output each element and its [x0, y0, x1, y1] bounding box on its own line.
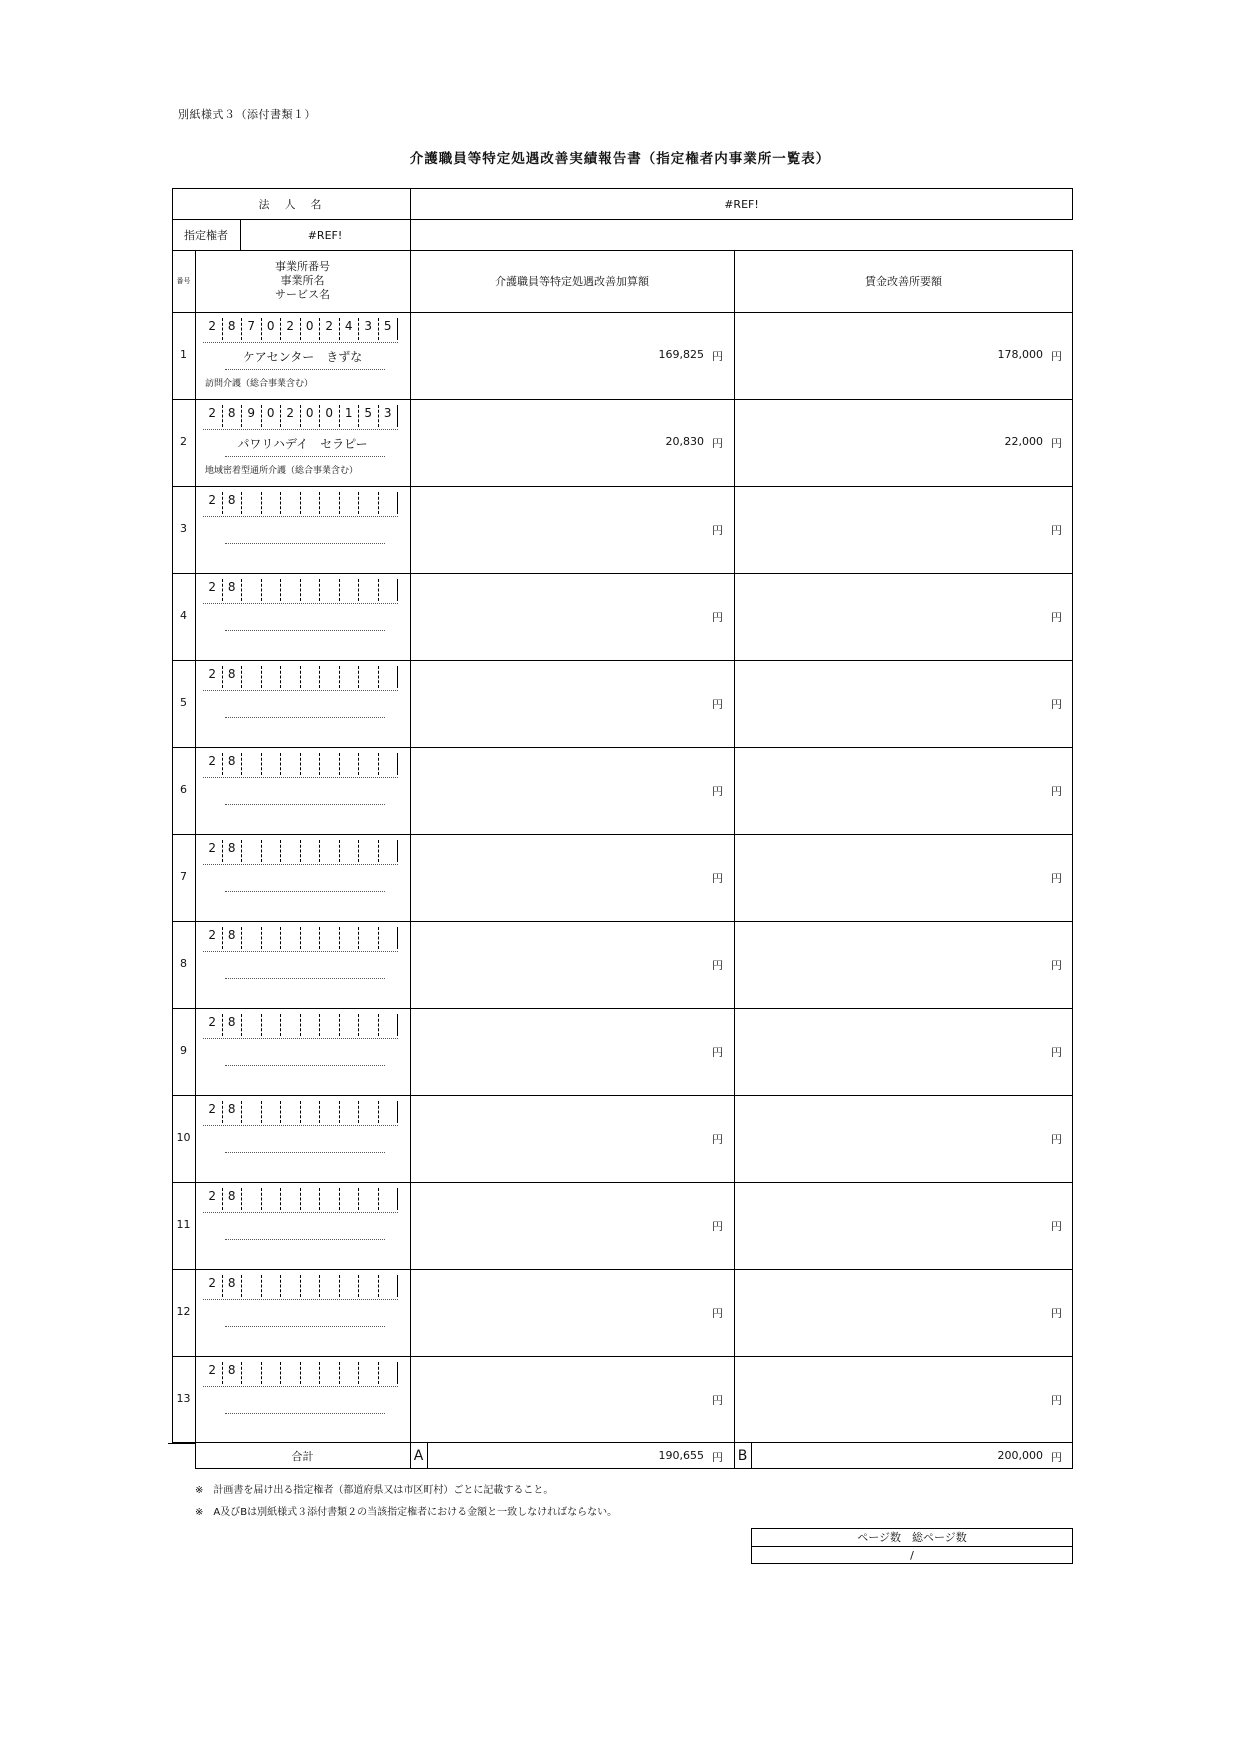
corp-name-value: #REF!	[724, 197, 759, 211]
office-number-digit[interactable]	[340, 927, 360, 949]
row-divider	[172, 660, 1073, 661]
office-number-digit[interactable]: 2	[203, 666, 223, 688]
office-number-digit[interactable]	[359, 1101, 379, 1123]
total-b-amount: 200,000	[997, 1449, 1043, 1462]
office-number-digit[interactable]: 0	[301, 405, 321, 427]
office-number-digit[interactable]	[379, 1362, 399, 1384]
office-number-digit[interactable]: 8	[223, 579, 243, 601]
office-number-digit[interactable]	[242, 753, 262, 775]
addition-yen: 円	[712, 784, 723, 798]
digit-underline	[203, 516, 398, 517]
office-name-underline	[225, 978, 385, 979]
office-number-digit[interactable]	[301, 666, 321, 688]
office-number-digit[interactable]	[242, 579, 262, 601]
digit-underline	[203, 1038, 398, 1039]
wage-yen: 円	[1051, 1393, 1062, 1407]
row-number: 4	[180, 608, 187, 622]
digit-underline	[203, 777, 398, 778]
office-number-digit[interactable]	[262, 753, 282, 775]
addition-yen: 円	[712, 1045, 723, 1059]
office-number-digit[interactable]	[242, 492, 262, 514]
office-number-digit[interactable]	[281, 1275, 301, 1297]
office-number-digit[interactable]	[340, 1275, 360, 1297]
row-divider	[172, 1356, 1073, 1357]
note-1: ※ 計画書を届け出る指定権者（都道府県又は市区町村）ごとに記載すること。	[195, 1485, 554, 1496]
office-number-digit[interactable]	[340, 840, 360, 862]
digit-underline	[203, 1386, 398, 1387]
service-name[interactable]	[205, 1420, 405, 1434]
office-number-digit[interactable]: 2	[203, 840, 223, 862]
office-number-digit[interactable]	[320, 753, 340, 775]
office-number-digit[interactable]	[320, 1188, 340, 1210]
office-number-digit[interactable]	[359, 492, 379, 514]
digit-underline	[203, 342, 398, 343]
digit-underline	[203, 951, 398, 952]
office-number-digit[interactable]	[301, 1362, 321, 1384]
office-number-digit[interactable]: 2	[203, 405, 223, 427]
office-number-digit[interactable]	[301, 927, 321, 949]
office-number-digit[interactable]	[301, 579, 321, 601]
office-number-digit[interactable]	[301, 1014, 321, 1036]
office-name[interactable]	[195, 1131, 410, 1147]
office-number-digit[interactable]	[262, 1362, 282, 1384]
header-bottom-line	[172, 312, 1073, 313]
office-number-digit[interactable]	[242, 1362, 262, 1384]
office-number-digit[interactable]: 8	[223, 405, 243, 427]
office-number-digit[interactable]	[359, 753, 379, 775]
addition-yen: 円	[712, 523, 723, 537]
office-number-digit[interactable]	[320, 579, 340, 601]
office-number-digit[interactable]	[340, 579, 360, 601]
office-number-digit[interactable]	[340, 492, 360, 514]
office-name-underline	[225, 717, 385, 718]
row-divider	[172, 1182, 1073, 1183]
office-name[interactable]	[195, 1305, 410, 1321]
office-number-digit[interactable]	[301, 1275, 321, 1297]
office-number-digit[interactable]	[262, 492, 282, 514]
wage-yen: 円	[1051, 1045, 1062, 1059]
office-number-digit[interactable]	[301, 840, 321, 862]
digit-underline	[203, 429, 398, 430]
office-number-boxes[interactable]	[203, 666, 398, 688]
office-number-digit[interactable]	[281, 666, 301, 688]
total-b-yen: 円	[1051, 1451, 1062, 1464]
total-a-amount: 190,655	[658, 1449, 704, 1462]
page-count-value[interactable]: /	[910, 1548, 914, 1562]
office-number-digit[interactable]: 9	[242, 405, 262, 427]
office-number-digit[interactable]	[320, 1275, 340, 1297]
office-name[interactable]: ケアセンター きずな	[242, 349, 363, 364]
col-line-1	[195, 250, 196, 1443]
wage-yen: 円	[1051, 1132, 1062, 1146]
office-number-digit[interactable]: 3	[379, 405, 399, 427]
col-header-addition: 介護職員等特定処遇改善加算額	[495, 275, 649, 288]
service-name[interactable]	[205, 1333, 405, 1347]
col-header-wage: 賃金改善所要額	[865, 275, 942, 288]
office-name[interactable]	[195, 957, 410, 973]
office-number-digit[interactable]	[320, 492, 340, 514]
office-number-digit[interactable]	[262, 927, 282, 949]
digit-underline	[203, 1125, 398, 1126]
office-name-underline	[225, 543, 385, 544]
col-header-office-line: 事業所名	[280, 274, 325, 287]
service-name[interactable]: 地域密着型通所介護（総合事業含む）	[205, 466, 359, 476]
mark-a: A	[410, 1443, 428, 1469]
totals-label: 合計	[291, 1450, 314, 1463]
office-number-digit[interactable]: 0	[320, 405, 340, 427]
office-number-digit[interactable]	[262, 1014, 282, 1036]
office-number-digit[interactable]	[379, 927, 399, 949]
note-2: ※ A及びBは別紙様式３添付書類２の当該指定権者における金額と一致しなければならない。	[195, 1507, 618, 1518]
office-number-digit[interactable]	[320, 1014, 340, 1036]
addition-yen: 円	[712, 1306, 723, 1320]
addition-yen: 円	[712, 436, 723, 450]
office-name[interactable]: パワリハデイ セラピー	[237, 436, 368, 451]
office-number-digit[interactable]	[301, 1188, 321, 1210]
office-number-digit[interactable]	[320, 1362, 340, 1384]
row-divider	[172, 486, 1073, 487]
office-number-digit[interactable]: 8	[223, 492, 243, 514]
office-number-digit[interactable]: 8	[223, 753, 243, 775]
addition-yen: 円	[712, 697, 723, 711]
office-name[interactable]	[195, 696, 410, 712]
row-number: 1	[180, 347, 187, 361]
authority-divider-2	[410, 220, 411, 250]
office-number-digit[interactable]: 2	[203, 579, 223, 601]
office-number-digit[interactable]: 8	[223, 1188, 243, 1210]
row-divider	[172, 747, 1073, 748]
col-header-office-line: サービス名	[275, 288, 330, 301]
addition-yen: 円	[712, 1132, 723, 1146]
office-name-underline	[225, 630, 385, 631]
service-name[interactable]: 訪問介護（総合事業含む）	[205, 379, 314, 389]
office-number-digit[interactable]	[340, 1188, 360, 1210]
office-number-digit[interactable]	[359, 579, 379, 601]
wage-yen: 円	[1051, 610, 1062, 624]
office-number-digit[interactable]	[359, 1188, 379, 1210]
office-number-boxes[interactable]	[203, 1275, 398, 1297]
office-number-digit[interactable]: 4	[340, 318, 360, 340]
office-name-underline	[225, 1239, 385, 1240]
office-name-underline	[225, 891, 385, 892]
row-divider	[172, 1095, 1073, 1096]
office-number-digit[interactable]	[379, 492, 399, 514]
row-number: 5	[180, 695, 187, 709]
addition-yen: 円	[712, 871, 723, 885]
office-number-digit[interactable]: 8	[223, 1275, 243, 1297]
office-number-digit[interactable]	[379, 1188, 399, 1210]
office-number-digit[interactable]	[359, 1014, 379, 1036]
office-number-boxes[interactable]	[203, 1188, 398, 1210]
office-number-boxes[interactable]	[203, 1362, 398, 1384]
service-name[interactable]	[205, 1159, 405, 1173]
office-name[interactable]	[195, 1392, 410, 1408]
row-number: 2	[180, 434, 187, 448]
office-number-digit[interactable]: 5	[359, 405, 379, 427]
office-number-digit[interactable]	[242, 1101, 262, 1123]
wage-yen: 円	[1051, 871, 1062, 885]
office-number-digit[interactable]	[262, 666, 282, 688]
office-number-digit[interactable]	[320, 666, 340, 688]
office-number-boxes[interactable]	[203, 1101, 398, 1123]
office-number-digit[interactable]	[262, 840, 282, 862]
office-number-digit[interactable]	[340, 1101, 360, 1123]
row-number: 12	[176, 1304, 191, 1318]
office-number-boxes[interactable]	[203, 405, 398, 427]
service-name[interactable]	[205, 724, 405, 738]
office-name-underline	[225, 369, 385, 370]
office-number-digit[interactable]	[301, 492, 321, 514]
office-number-digit[interactable]	[359, 1362, 379, 1384]
wage-yen: 円	[1051, 436, 1062, 450]
office-number-digit[interactable]: 7	[242, 318, 262, 340]
office-number-digit[interactable]	[281, 1188, 301, 1210]
office-number-digit[interactable]	[262, 1275, 282, 1297]
row-divider	[172, 834, 1073, 835]
row-number: 6	[180, 782, 187, 796]
office-number-digit[interactable]	[281, 1101, 301, 1123]
office-number-digit[interactable]: 2	[203, 318, 223, 340]
row-number: 11	[176, 1217, 191, 1231]
office-number-digit[interactable]: 2	[203, 1014, 223, 1036]
office-name[interactable]	[195, 1218, 410, 1234]
office-number-digit[interactable]	[340, 666, 360, 688]
wage-yen: 円	[1051, 1219, 1062, 1233]
wage-yen: 円	[1051, 349, 1062, 363]
office-name-underline	[225, 1413, 385, 1414]
service-name[interactable]	[205, 1246, 405, 1260]
row-divider	[172, 1269, 1073, 1270]
addition-yen: 円	[712, 1393, 723, 1407]
addition-yen: 円	[712, 1219, 723, 1233]
office-number-digit[interactable]	[340, 1362, 360, 1384]
office-number-digit[interactable]	[379, 840, 399, 862]
office-number-digit[interactable]	[281, 1014, 301, 1036]
office-number-digit[interactable]: 2	[203, 927, 223, 949]
corp-name-label: 法 人 名	[258, 198, 324, 211]
page-count-label: ページ数 総ページ数	[857, 1531, 967, 1544]
office-number-digit[interactable]	[262, 579, 282, 601]
office-number-digit[interactable]	[359, 666, 379, 688]
office-number-digit[interactable]: 2	[320, 318, 340, 340]
office-number-digit[interactable]: 0	[262, 405, 282, 427]
office-number-digit[interactable]	[281, 927, 301, 949]
row-number: 7	[180, 869, 187, 883]
service-name[interactable]	[205, 898, 405, 912]
total-a-yen: 円	[712, 1451, 723, 1464]
office-number-digit[interactable]	[379, 753, 399, 775]
office-number-digit[interactable]: 8	[223, 666, 243, 688]
office-number-digit[interactable]: 2	[203, 753, 223, 775]
office-number-digit[interactable]: 8	[223, 318, 243, 340]
office-number-digit[interactable]: 8	[223, 1362, 243, 1384]
office-number-digit[interactable]: 2	[281, 318, 301, 340]
office-number-digit[interactable]: 2	[203, 1188, 223, 1210]
office-number-digit[interactable]	[242, 840, 262, 862]
row-number: 9	[180, 1043, 187, 1057]
office-number-digit[interactable]	[379, 579, 399, 601]
office-number-digit[interactable]	[242, 666, 262, 688]
row-number: 8	[180, 956, 187, 970]
office-number-boxes[interactable]	[203, 492, 398, 514]
office-number-digit[interactable]	[301, 1101, 321, 1123]
office-number-digit[interactable]	[281, 492, 301, 514]
authority-value: #REF!	[307, 228, 343, 242]
row-number: 13	[176, 1391, 191, 1405]
office-number-digit[interactable]	[301, 753, 321, 775]
addition-amount[interactable]: 20,830	[665, 434, 704, 448]
office-number-digit[interactable]: 0	[262, 318, 282, 340]
wage-amount[interactable]: 22,000	[1004, 434, 1043, 448]
office-number-digit[interactable]	[281, 579, 301, 601]
office-number-digit[interactable]	[242, 1014, 262, 1036]
row-divider	[172, 921, 1073, 922]
digit-underline	[203, 1212, 398, 1213]
addition-amount[interactable]: 169,825	[658, 347, 704, 361]
office-number-digit[interactable]	[359, 927, 379, 949]
office-name[interactable]	[195, 870, 410, 886]
digit-underline	[203, 603, 398, 604]
office-number-digit[interactable]	[379, 1101, 399, 1123]
office-name[interactable]	[195, 1044, 410, 1060]
office-number-digit[interactable]	[359, 840, 379, 862]
office-name-underline	[225, 1152, 385, 1153]
service-name[interactable]	[205, 811, 405, 825]
office-number-digit[interactable]: 8	[223, 927, 243, 949]
office-number-digit[interactable]: 3	[359, 318, 379, 340]
office-number-digit[interactable]: 8	[223, 1014, 243, 1036]
office-number-digit[interactable]: 5	[379, 318, 399, 340]
office-number-boxes[interactable]	[203, 318, 398, 340]
office-number-digit[interactable]	[379, 1275, 399, 1297]
form-label: 別紙様式３（添付書類１）	[178, 108, 316, 121]
office-name-underline	[225, 1326, 385, 1327]
office-number-digit[interactable]: 2	[203, 1275, 223, 1297]
office-number-digit[interactable]	[281, 753, 301, 775]
office-number-digit[interactable]: 1	[340, 405, 360, 427]
office-name[interactable]	[195, 783, 410, 799]
service-name[interactable]	[205, 1072, 405, 1086]
office-number-digit[interactable]	[281, 840, 301, 862]
row-divider	[172, 1008, 1073, 1009]
row-number: 3	[180, 521, 187, 535]
office-number-boxes[interactable]	[203, 1014, 398, 1036]
office-number-digit[interactable]	[340, 753, 360, 775]
office-number-digit[interactable]	[320, 840, 340, 862]
col-line-3	[734, 250, 735, 1443]
digit-underline	[203, 690, 398, 691]
office-number-boxes[interactable]	[203, 579, 398, 601]
office-number-digit[interactable]: 2	[203, 1101, 223, 1123]
office-number-digit[interactable]: 2	[203, 492, 223, 514]
office-name[interactable]	[195, 609, 410, 625]
document-title: 介護職員等特定処遇改善実績報告書（指定権者内事業所一覧表）	[409, 151, 831, 167]
office-number-boxes[interactable]	[203, 927, 398, 949]
service-name[interactable]	[205, 637, 405, 651]
office-number-digit[interactable]	[262, 1101, 282, 1123]
office-number-boxes[interactable]	[203, 753, 398, 775]
office-name[interactable]	[195, 522, 410, 538]
office-name-underline	[225, 804, 385, 805]
office-number-digit[interactable]	[320, 927, 340, 949]
service-name[interactable]	[205, 985, 405, 999]
office-number-digit[interactable]	[340, 1014, 360, 1036]
office-name-underline	[225, 1065, 385, 1066]
office-number-digit[interactable]: 0	[301, 318, 321, 340]
office-number-digit[interactable]: 8	[223, 840, 243, 862]
office-number-digit[interactable]	[379, 666, 399, 688]
authority-label: 指定権者	[184, 229, 228, 242]
mark-b: B	[734, 1443, 752, 1469]
office-number-digit[interactable]	[281, 1362, 301, 1384]
office-number-boxes[interactable]	[203, 840, 398, 862]
office-number-digit[interactable]	[242, 1188, 262, 1210]
digit-underline	[203, 864, 398, 865]
wage-amount[interactable]: 178,000	[997, 347, 1043, 361]
office-number-digit[interactable]: 2	[281, 405, 301, 427]
office-number-digit[interactable]	[262, 1188, 282, 1210]
addition-yen: 円	[712, 349, 723, 363]
wage-yen: 円	[1051, 523, 1062, 537]
col-header-number: 番号	[176, 277, 191, 285]
addition-yen: 円	[712, 958, 723, 972]
office-number-digit[interactable]: 2	[203, 1362, 223, 1384]
office-number-digit[interactable]	[379, 1014, 399, 1036]
row-divider	[172, 399, 1073, 400]
office-number-digit[interactable]	[359, 1275, 379, 1297]
row-number: 10	[176, 1130, 191, 1144]
office-number-digit[interactable]	[242, 927, 262, 949]
office-name-underline	[225, 456, 385, 457]
service-name[interactable]	[205, 550, 405, 564]
col-header-office-line: 事業所番号	[275, 260, 330, 273]
office-number-digit[interactable]: 8	[223, 1101, 243, 1123]
wage-yen: 円	[1051, 697, 1062, 711]
addition-yen: 円	[712, 610, 723, 624]
office-number-digit[interactable]	[320, 1101, 340, 1123]
digit-underline	[203, 1299, 398, 1300]
row-divider	[172, 573, 1073, 574]
office-number-digit[interactable]	[242, 1275, 262, 1297]
col-line-2	[410, 250, 411, 1443]
wage-yen: 円	[1051, 784, 1062, 798]
totals-top-left	[168, 1443, 195, 1444]
col-header-office	[195, 250, 410, 312]
wage-yen: 円	[1051, 958, 1062, 972]
wage-yen: 円	[1051, 1306, 1062, 1320]
